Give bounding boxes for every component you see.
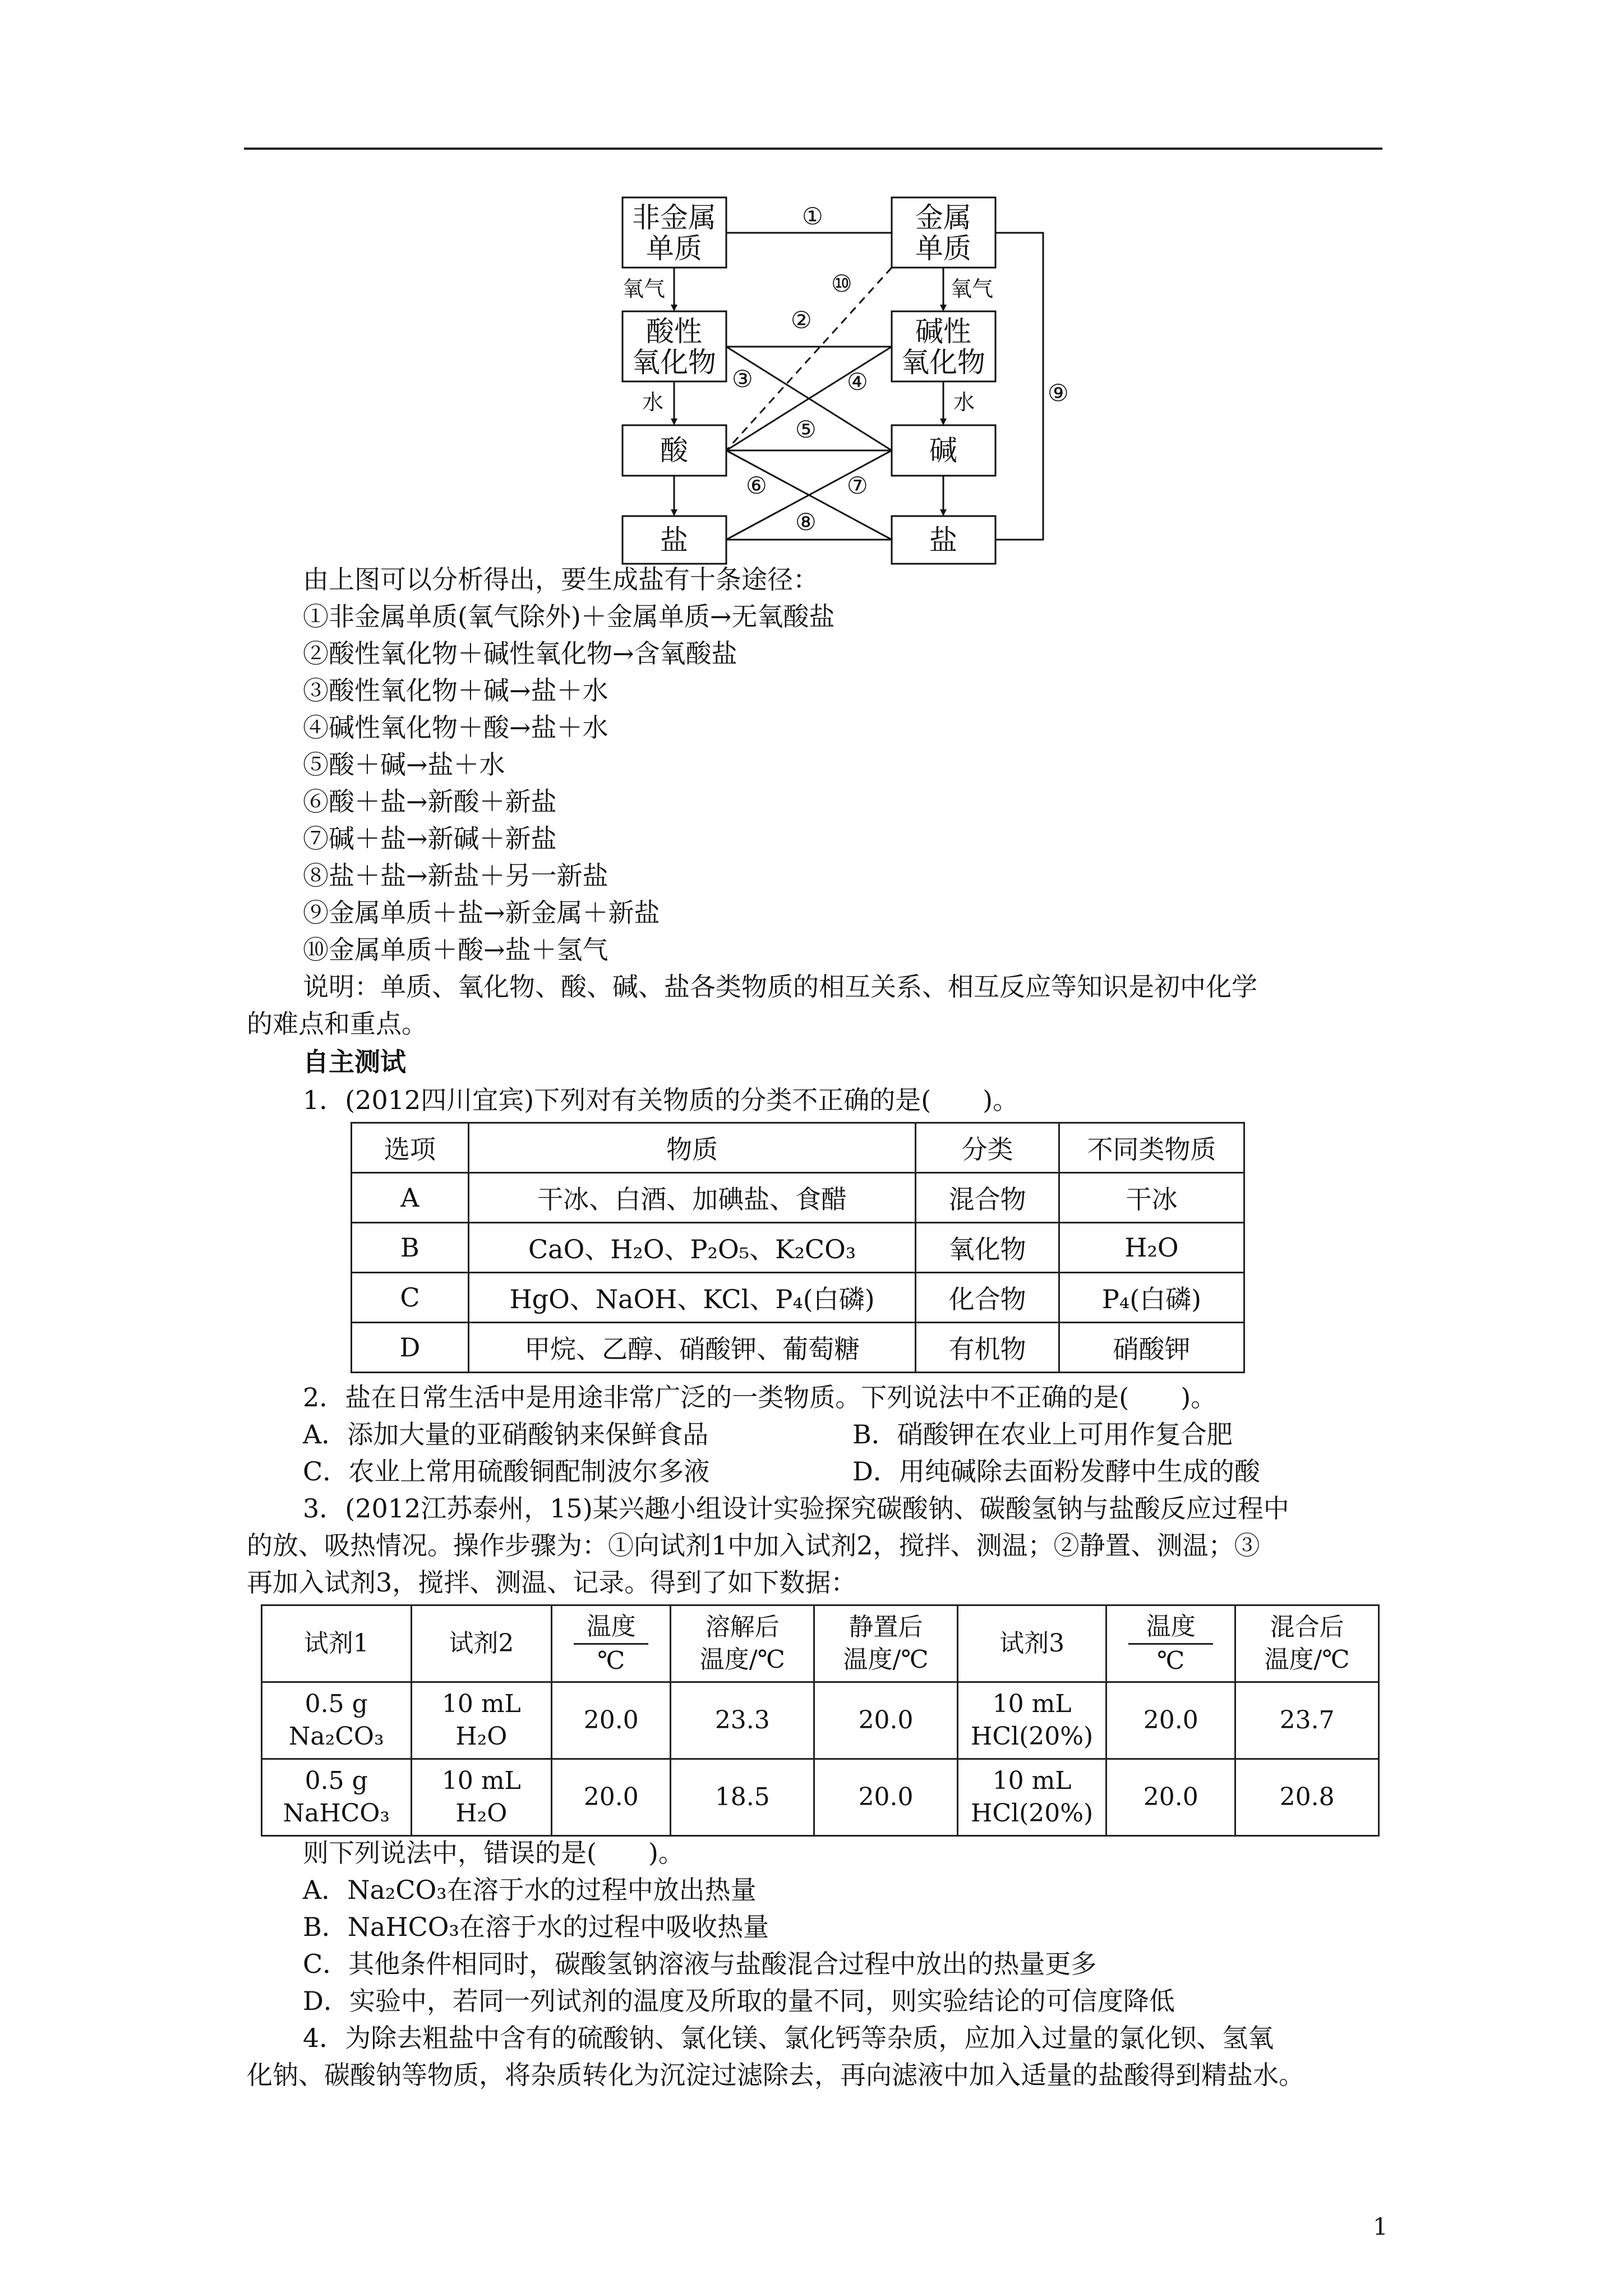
table-cell: 10 mL H₂O [411,1682,552,1759]
table-row [352,1273,1244,1323]
table-cell: A [352,1173,469,1223]
table-cell: D [352,1323,469,1373]
table-header-cell: 试剂2 [411,1605,552,1682]
route-number-8: ⑧ [795,508,817,536]
table-cell: 化合物 [916,1273,1059,1323]
page-number: 1 [1373,2213,1388,2240]
q3-option-a: A．Na₂CO₃在溶于水的过程中放出热量 [303,1875,757,1905]
q3-stem-line-3: 再加入试剂3，搅拌、测温、记录。得到了如下数据： [247,1567,857,1598]
label-oxygen-right: 氧气 [951,277,994,301]
cell-line: Na₂CO₃ [288,1722,384,1751]
route-number-3: ③ [732,365,753,393]
header-line: 温度/℃ [843,1645,929,1674]
table-row [352,1323,1244,1373]
table-cell: 20.0 [552,1759,671,1836]
route-5: ⑤酸＋碱→盐＋水 [303,749,505,780]
q4-line-1: 4．为除去粗盐中含有的硫酸钠、氯化镁、氯化钙等杂质，应加入过量的氯化钡、氢氧 [303,2023,1274,2053]
box-base-oxide-line1: 碱性 [915,315,971,348]
table-row [262,1759,1379,1836]
table-header-cell [552,1605,671,1682]
table-cell: P₄(白磷) [1059,1273,1244,1323]
q4-line-2: 化钠、碳酸钠等物质，将杂质转化为沉淀过滤除去，再向滤液中加入适量的盐酸得到精盐水。 [247,2060,1304,2090]
table-header-row [352,1123,1244,1173]
table-cell: 20.8 [1235,1759,1379,1836]
cell-line: 10 mL [992,1690,1072,1718]
route-8: ⑧盐＋盐→新盐＋另一新盐 [303,861,608,891]
table-header-cell [671,1605,814,1682]
box-nonmetal-line2: 单质 [646,232,702,265]
box-base-oxide-line2: 氧化物 [901,346,985,379]
route-7: ⑦碱＋盐→新碱＋新盐 [303,823,557,854]
table-cell: 混合物 [916,1173,1059,1223]
table-cell: 有机物 [916,1323,1059,1373]
label-oxygen-left: 氧气 [623,277,666,301]
table-cell: 干冰 [1059,1173,1244,1223]
table-cell: 23.3 [671,1682,814,1759]
q3-option-b: B．NaHCO₃在溶于水的过程中吸收热量 [303,1912,769,1942]
table-header-cell [1106,1605,1235,1682]
route-9: ⑨金属单质＋盐→新金属＋新盐 [303,898,660,928]
route-1: ①非金属单质(氧气除外)＋金属单质→无氧酸盐 [303,601,835,632]
cell-line: 0.5 g [305,1690,368,1718]
section-title: 自主测试 [303,1047,406,1077]
table-header-row [262,1605,1379,1682]
header-line: 混合后 [1270,1613,1344,1641]
route-number-7: ⑦ [847,472,868,499]
table-cell: 20.0 [1106,1759,1235,1836]
route-4: ④碱性氧化物＋酸→盐＋水 [303,712,608,743]
temp-header-bottom: ℃ [1157,1646,1185,1675]
route-3: ③酸性氧化物＋碱→盐＋水 [303,675,608,706]
salt-formation-diagram [617,196,1069,567]
table-cell: B [352,1223,469,1273]
box-salt-left-text: 盐 [660,524,688,556]
temp-header-top: 温度 [1128,1611,1213,1645]
label-water-left: 水 [642,390,664,415]
route-10: ⑩金属单质＋酸→盐＋氢气 [303,935,608,965]
route-number-5: ⑤ [795,416,817,443]
table-header-cell: 选项 [352,1123,469,1173]
table-header-cell: 试剂3 [957,1605,1106,1682]
table-cell: 20.0 [1106,1682,1235,1759]
table-cell [957,1682,1106,1759]
table-cell: 干冰、白酒、加碘盐、食醋 [468,1173,916,1223]
table-header-cell: 物质 [468,1123,916,1173]
cell-line: HCl(20%) [970,1799,1094,1828]
table-header-cell: 分类 [916,1123,1059,1173]
table-cell [262,1759,412,1836]
table-header-cell: 不同类物质 [1059,1123,1244,1173]
cell-line: 10 mL [992,1766,1072,1795]
table-cell: 18.5 [671,1759,814,1836]
table-cell: 23.7 [1235,1682,1379,1759]
table-cell: 20.0 [814,1759,958,1836]
q1-stem: 1．(2012四川宜宾)下列对有关物质的分类不正确的是( )。 [303,1085,1019,1115]
table-row [352,1173,1244,1223]
box-metal-line1: 金属 [915,201,971,234]
cell-line: HCl(20%) [970,1722,1094,1751]
cell-line: 0.5 g [305,1766,368,1795]
box-acid-text: 酸 [660,434,688,467]
table-cell: 20.0 [814,1682,958,1759]
cell-line: NaHCO₃ [283,1799,390,1828]
box-acid-oxide-line1: 酸性 [646,315,702,348]
q3-stem-line-1: 3．(2012江苏泰州，15)某兴趣小组设计实验探究碳酸钠、碳酸氢钠与盐酸反应过程中 [303,1493,1289,1524]
temp-header-bottom: ℃ [597,1646,625,1675]
table-cell: 硝酸钾 [1059,1323,1244,1373]
table-cell: H₂O [1059,1223,1244,1273]
table-cell [262,1682,412,1759]
q2-option-a: A．添加大量的亚硝酸钠来保鲜食品 [303,1419,709,1450]
box-nonmetal-line1: 非金属 [632,201,716,234]
q2-option-b: B．硝酸钾在农业上可用作复合肥 [852,1419,1233,1450]
route-6: ⑥酸＋盐→新酸＋新盐 [303,786,557,817]
table-cell: 20.0 [552,1682,671,1759]
box-acid-oxide-line2: 氧化物 [632,346,716,379]
temp-header-top: 温度 [574,1611,648,1645]
table-row [262,1682,1379,1759]
route-number-6: ⑥ [746,472,767,499]
table-cell: HgO、NaOH、KCl、P₄(白磷) [468,1273,916,1323]
q2-stem: 2．盐在日常生活中是用途非常广泛的一类物质。下列说法中不正确的是( )。 [303,1382,1217,1412]
box-base-text: 碱 [929,434,957,467]
q2-option-c: C．农业上常用硫酸铜配制波尔多液 [303,1456,710,1487]
header-line: 温度/℃ [699,1645,785,1674]
q3-stem-line-2: 的放、吸热情况。操作步骤为：①向试剂1中加入试剂2，搅拌、测温；②静置、测温；③ [247,1530,1260,1561]
route-number-4: ④ [847,368,868,395]
box-metal-line2: 单质 [915,232,971,265]
table-cell [957,1759,1106,1836]
table-header-cell [1235,1605,1379,1682]
route-number-1: ① [802,203,823,230]
table-cell: 氧化物 [916,1223,1059,1273]
table-cell: CaO、H₂O、P₂O₅、K₂CO₃ [468,1223,916,1273]
table-cell: 10 mL H₂O [411,1759,552,1836]
table-cell: 甲烷、乙醇、硝酸钾、葡萄糖 [468,1323,916,1373]
note-line-2: 的难点和重点。 [247,1009,427,1039]
q3-ask: 则下列说法中，错误的是( )。 [303,1838,684,1868]
header-line: 溶解后 [705,1613,780,1641]
table-cell: C [352,1273,469,1323]
q3-table [261,1604,1380,1837]
note-line-1: 说明：单质、氧化物、酸、碱、盐各类物质的相互关系、相互反应等知识是初中化学 [303,972,1257,1002]
table-header-cell: 试剂1 [262,1605,412,1682]
table-header-cell [814,1605,958,1682]
header-line: 静置后 [849,1613,923,1641]
box-salt-right-text: 盐 [929,524,957,556]
route-number-9: ⑨ [1048,379,1069,407]
header-rule [244,148,1382,150]
q2-option-d: D．用纯碱除去面粉发酵中生成的酸 [852,1456,1260,1487]
route-number-2: ② [791,306,812,334]
q3-option-d: D．实验中，若同一列试剂的温度及所取的量不同，则实验结论的可信度降低 [303,1986,1175,2016]
route-number-10: ⑩ [831,270,852,297]
q1-table [351,1122,1245,1373]
label-water-right: 水 [953,390,975,415]
q3-option-c: C．其他条件相同时，碳酸氢钠溶液与盐酸混合过程中放出的热量更多 [303,1949,1097,1979]
intro-text: 由上图可以分析得出，要生成盐有十条途径： [303,564,819,595]
table-row [352,1223,1244,1273]
header-line: 温度/℃ [1264,1645,1350,1674]
route-2: ②酸性氧化物＋碱性氧化物→含氧酸盐 [303,638,737,669]
